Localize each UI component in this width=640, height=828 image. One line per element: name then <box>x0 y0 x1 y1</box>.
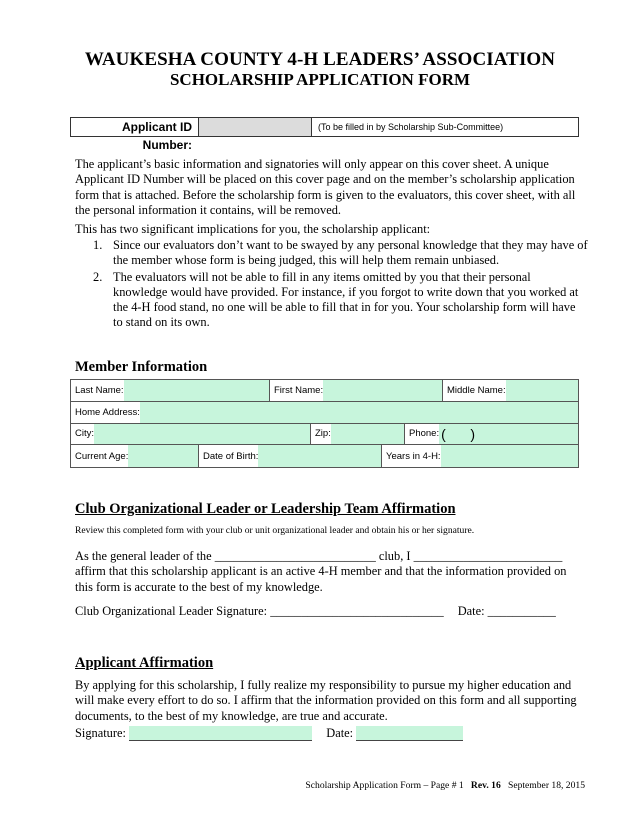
city-field[interactable] <box>94 424 310 445</box>
list-item-text: The evaluators will not be able to fill in any items omitted by you that their personal knowledge would have provided. For instance, if you forgot to write down that you worked at the 4-H food stand, no one will be able to fill that in for you. Your scholarship form will have to stand on its own. <box>113 269 579 330</box>
club-date-label: Date: <box>457 604 488 618</box>
club-signature-line <box>75 604 585 619</box>
club-affirmation-text <box>75 549 585 595</box>
middle-name-label: Middle Name: <box>443 380 506 401</box>
intro-paragraph-2: This has two significant implications for you, the scholarship applicant: <box>75 222 431 236</box>
zip-field[interactable] <box>331 424 404 445</box>
applicant-signature-line <box>75 726 585 741</box>
dob-cell <box>199 445 382 467</box>
home-address-field[interactable] <box>140 402 578 423</box>
home-address-cell <box>71 402 578 423</box>
table-row <box>71 380 578 402</box>
current-age-cell <box>71 445 199 467</box>
first-name-field[interactable] <box>323 380 442 401</box>
club-date-blank[interactable]: ___________ <box>487 604 556 618</box>
applicant-date-label: Date: <box>326 726 354 740</box>
dob-label: Date of Birth: <box>199 445 258 467</box>
club-signature-blank[interactable]: ____________________________ <box>270 604 444 618</box>
applicant-id-field[interactable] <box>199 118 312 136</box>
applicant-signature-label: Signature: <box>75 726 126 740</box>
last-name-field[interactable] <box>124 380 269 401</box>
first-name-label: First Name: <box>270 380 323 401</box>
first-name-cell <box>270 380 443 401</box>
applicant-id-note: (To be filled in by Scholarship Sub-Committee) <box>318 122 504 132</box>
phone-field[interactable] <box>439 424 578 445</box>
footer-revision: Rev. 16 <box>470 780 501 791</box>
page-subtitle: SCHOLARSHIP APPLICATION FORM <box>169 70 471 89</box>
footer-date: September 18, 2015 <box>507 780 585 791</box>
list-item <box>93 238 588 269</box>
home-address-label: Home Address: <box>71 402 140 423</box>
member-info-table <box>70 379 579 468</box>
footer-form-label: Scholarship Application Form – Page # 1 <box>305 780 464 791</box>
zip-cell <box>311 424 405 445</box>
page-title: WAUKESHA COUNTY 4-H LEADERS’ ASSOCIATION <box>84 49 556 70</box>
club-signature-label: Club Organizational Leader Signature: <box>75 604 271 618</box>
phone-cell <box>405 424 578 445</box>
years-4h-cell <box>382 445 578 467</box>
middle-name-cell <box>443 380 578 401</box>
applicant-affirmation-title: Applicant Affirmation <box>75 655 214 671</box>
club-instruction: Review this completed form with your club or unit organizational leader and obtain his or her signature. <box>75 525 475 536</box>
club-line-start: As the general leader of the <box>75 549 215 563</box>
city-label: City: <box>71 424 94 445</box>
applicant-id-box <box>70 117 579 152</box>
city-cell <box>71 424 311 445</box>
phone-close-paren: ) <box>470 425 475 442</box>
zip-label: Zip: <box>311 424 331 445</box>
years-4h-field[interactable] <box>441 445 578 467</box>
list-item-text: Since our evaluators don’t want to be swayed by any personal knowledge that they may have of the member whose form is being judged, this will help them remain unbiased. <box>113 238 588 268</box>
intro-paragraph-1: The applicant’s basic information and signatories will only appear on this cover sheet. A unique Applicant ID Number will be placed on this cover page and on the member’s scholarship application form that is attached. Before the scholarship form is given to the evaluators, this cover sheet, with all the personal information it contains, will be removed. <box>75 157 576 217</box>
leader-name-blank[interactable]: ________________________ <box>413 549 563 563</box>
club-affirmation-title: Club Organizational Leader or Leadership Team Affirmation <box>75 501 456 517</box>
applicant-affirmation-text: By applying for this scholarship, I fully realize my responsibility to pursue my higher education and will make every effort to do so. I affirm that the information provided on this form and all supporting documents, to the best of my knowledge, are true and accurate. <box>75 678 577 723</box>
member-info-title: Member Information <box>75 359 208 375</box>
years-4h-label: Years in 4-H: <box>382 445 441 467</box>
club-affirm-statement: affirm that this scholarship applicant is an active 4-H member and that the information provided on this form is accurate to the best of my knowledge. <box>75 564 567 594</box>
current-age-field[interactable] <box>128 445 198 467</box>
applicant-date-field[interactable] <box>356 726 463 741</box>
club-name-blank[interactable]: __________________________ <box>214 549 376 563</box>
applicant-id-label: Applicant ID Number: <box>71 118 199 136</box>
table-row <box>71 402 578 424</box>
table-row <box>71 424 578 446</box>
middle-name-field[interactable] <box>506 380 578 401</box>
last-name-label: Last Name: <box>71 380 124 401</box>
club-line-mid: club, I <box>375 549 414 563</box>
list-item <box>93 270 588 331</box>
phone-label: Phone: <box>405 424 439 445</box>
list-item-number: 2. <box>93 269 103 284</box>
list-item-number: 1. <box>93 238 103 252</box>
current-age-label: Current Age: <box>71 445 128 467</box>
applicant-signature-field[interactable] <box>129 726 312 741</box>
page-footer <box>305 780 585 791</box>
dob-field[interactable] <box>258 445 381 467</box>
last-name-cell <box>71 380 270 401</box>
table-row <box>71 445 578 467</box>
phone-open-paren: ( <box>441 425 446 442</box>
implications-list <box>93 238 588 332</box>
